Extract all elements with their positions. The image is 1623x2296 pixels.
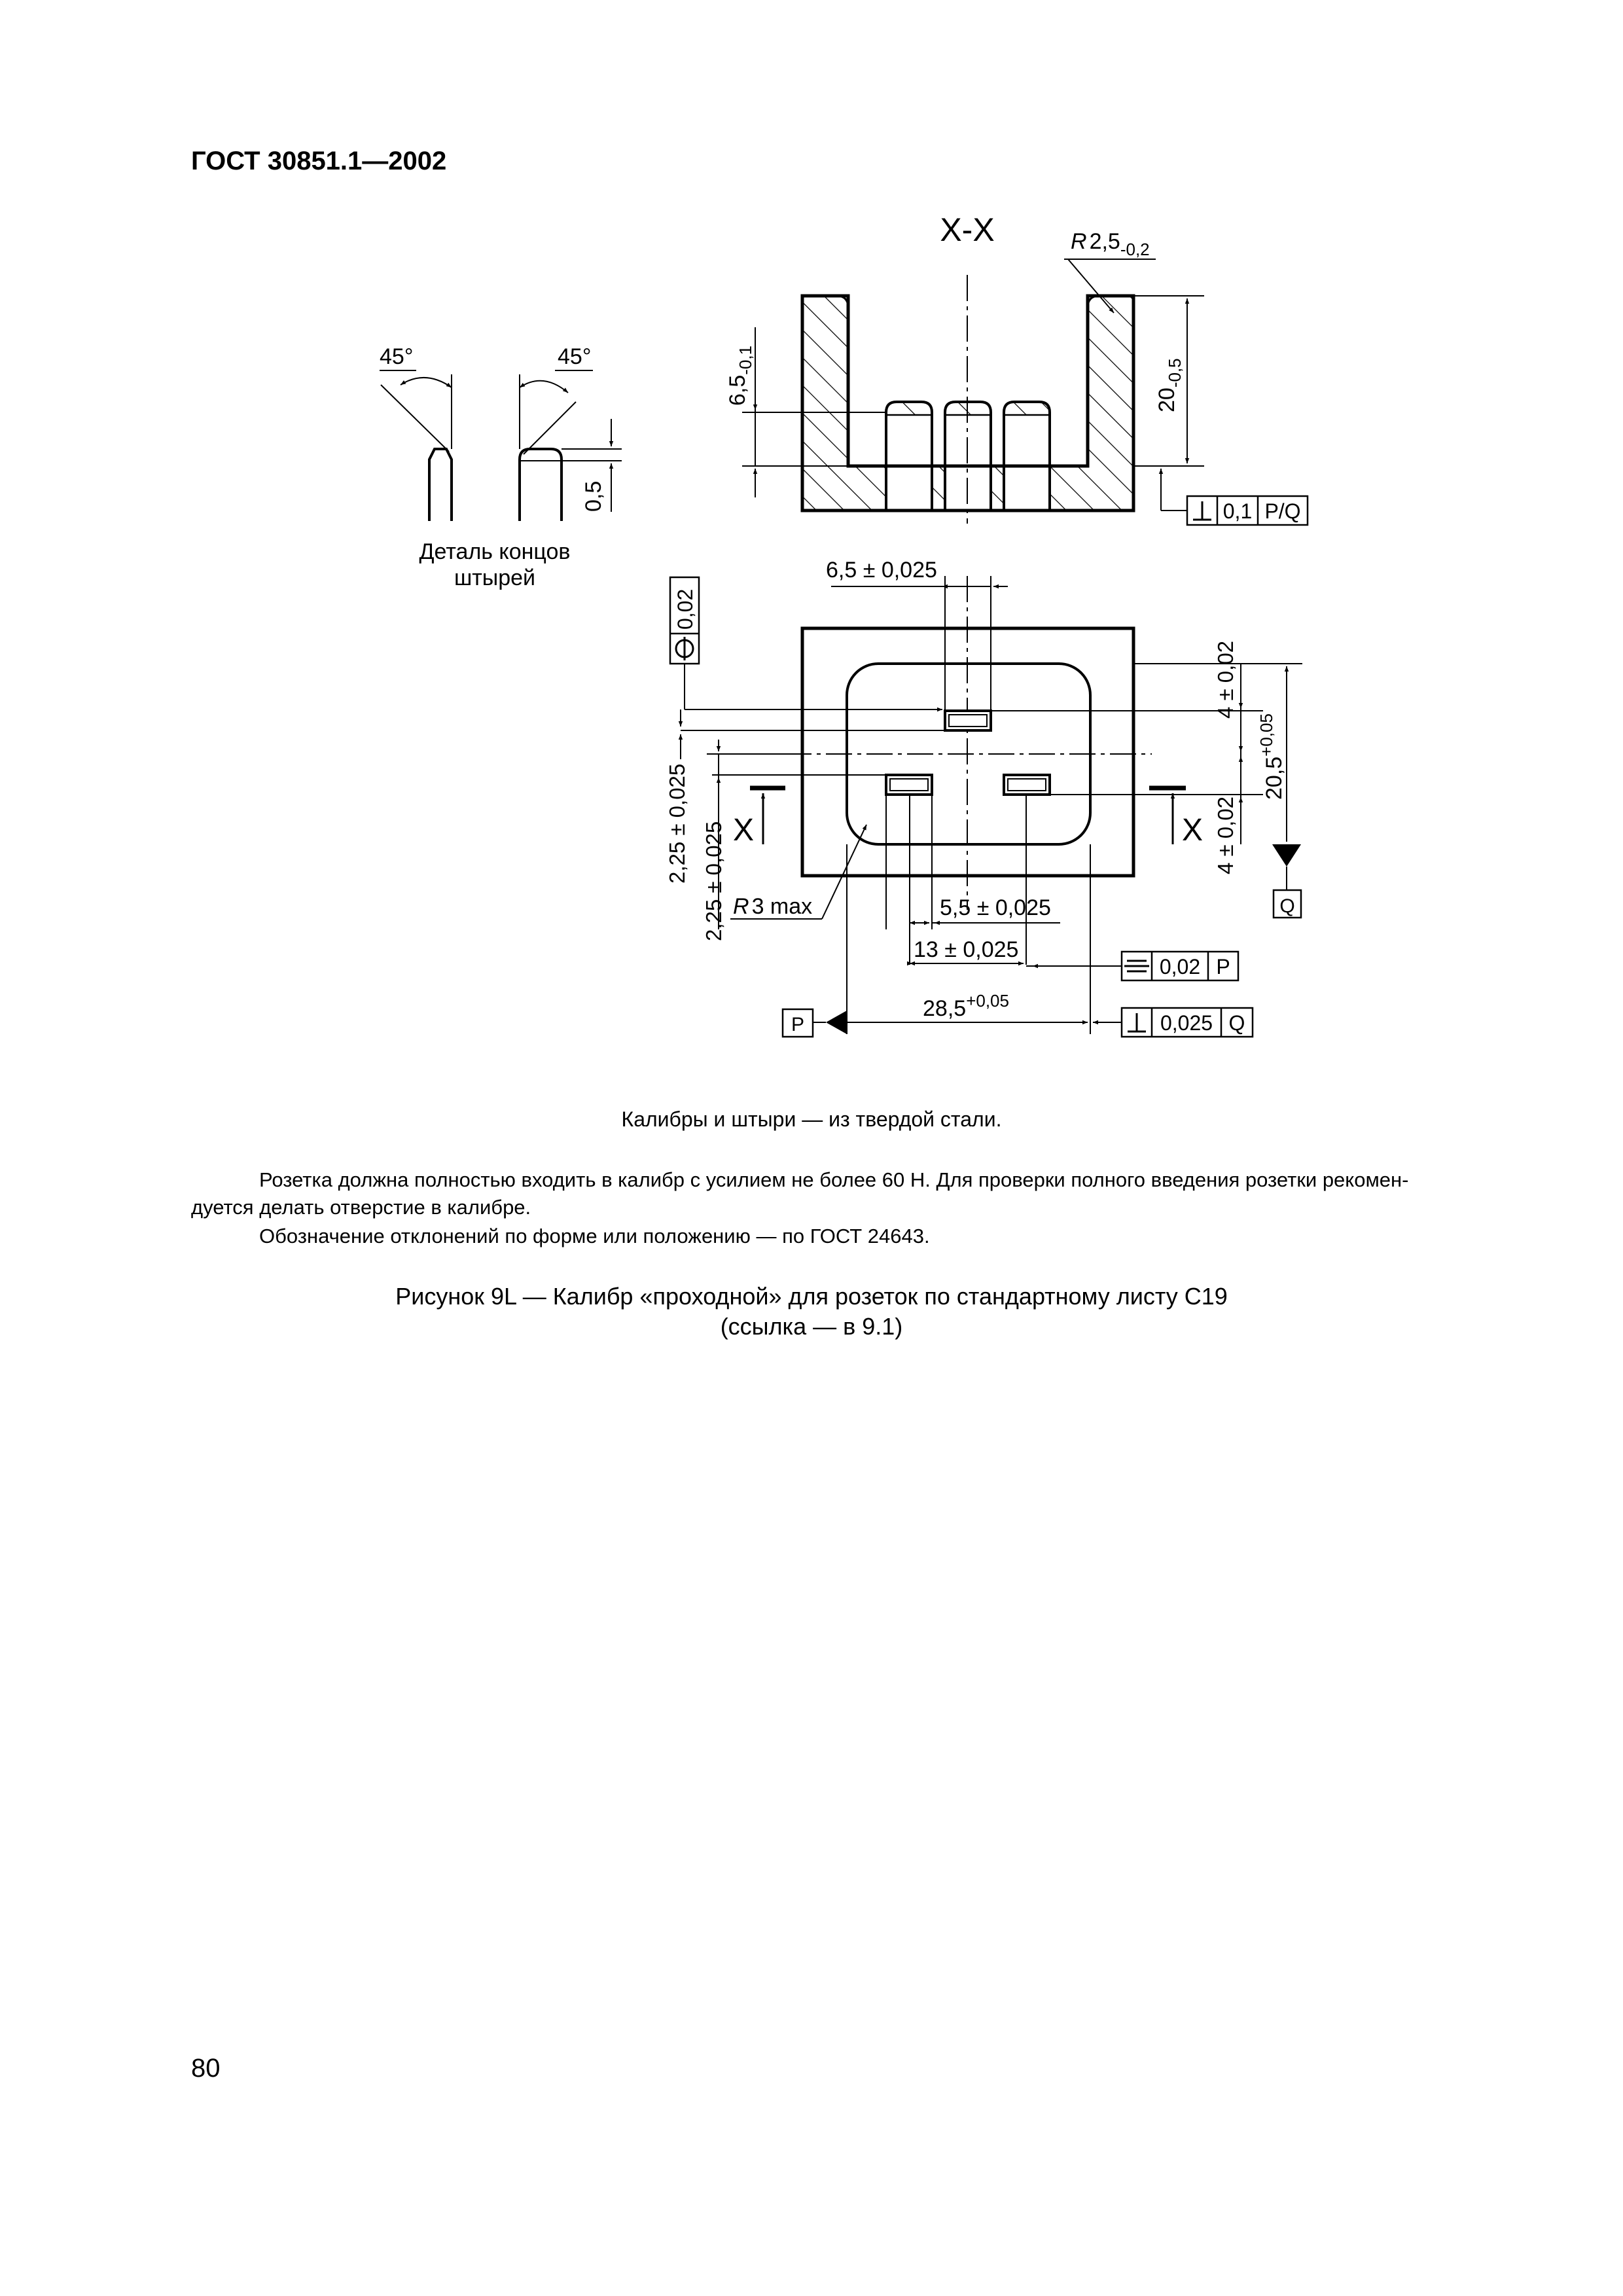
material-note: Калибры и штыри — из твердой стали. (621, 1107, 1002, 1131)
datum-q (1274, 890, 1301, 918)
svg-text:X: X (1181, 813, 1204, 848)
detail-caption-line2: штырей (454, 565, 536, 590)
figure-caption-line2: (ссылка — в 9.1) (720, 1313, 903, 1340)
svg-text:P: P (1216, 955, 1230, 978)
hole-top (945, 711, 991, 730)
svg-text:P/Q: P/Q (1264, 499, 1301, 523)
dim-20-5: $20,5^{+0,05}$ (1257, 713, 1287, 800)
section-mark-left (733, 788, 785, 848)
angle-right: 45° (558, 344, 592, 369)
dim-6-5: $6,5_{-0,1}$ (725, 345, 755, 406)
svg-text:Q: Q (1279, 895, 1295, 917)
pin-end-detail (380, 344, 622, 590)
paragraph-1-line-2: дуется делать отверстие в калибре. (191, 1196, 531, 1219)
section-mark-right (1149, 788, 1203, 848)
dim-20: $20_{-0,5}$ (1154, 358, 1185, 412)
page-number: 80 (191, 2054, 221, 2083)
svg-text:0,02: 0,02 (673, 588, 697, 630)
dim-pin-width: 6,5 ± 0,025 (826, 558, 937, 583)
dim-5-5: 5,5 ± 0,025 (940, 895, 1051, 920)
dim-28-5: $28,5^{+0,05}$ (923, 991, 1009, 1021)
svg-text:X: X (732, 813, 755, 848)
dim-2-25-b: 2,25 ± 0,025 (702, 821, 726, 941)
detail-caption-line1: Деталь концов (419, 539, 571, 564)
svg-text:0,02: 0,02 (1159, 955, 1201, 978)
dim-4-upper: 4 ± 0,02 (1213, 640, 1238, 719)
position-tolerance-frame (670, 577, 699, 664)
dim-4-lower: 4 ± 0,02 (1213, 796, 1238, 874)
hole-right (1004, 775, 1050, 795)
plan-view (665, 558, 1302, 1037)
angle-left: 45° (380, 344, 414, 369)
paragraph-1-line-1: Розетка должна полностью входить в калибр с усилием не более 60 Н. Для проверки полного введения розетки рекомен- (259, 1168, 1409, 1191)
dim-2-25-a: 2,25 ± 0,025 (665, 763, 689, 884)
svg-text:0,1: 0,1 (1222, 499, 1253, 523)
perpendicularity-frame-section (1187, 496, 1308, 525)
hole-left (886, 775, 932, 795)
symmetry-frame (1033, 952, 1238, 980)
figure-caption (0, 1282, 1623, 1342)
figure-caption-line1: Рисунок 9L — Калибр «проходной» для розеток по стандартному листу С19 (395, 1283, 1228, 1310)
technical-drawing (0, 0, 1623, 1113)
svg-text:P: P (791, 1014, 805, 1035)
document-header: ГОСТ 30851.1—2002 (191, 147, 447, 175)
dim-chamfer: 0,5 (581, 480, 606, 512)
svg-text:Q: Q (1228, 1011, 1245, 1035)
svg-text:0,025: 0,025 (1160, 1011, 1213, 1035)
dim-13: 13 ± 0,025 (914, 937, 1019, 962)
datum-p (783, 1009, 826, 1037)
corner-radius-label: R 3 max (733, 894, 813, 919)
paragraph-2: Обозначение отклонений по форме или положению — по ГОСТ 24643. (259, 1225, 930, 1247)
perpendicularity-frame-plan (1093, 1008, 1253, 1037)
section-view (725, 211, 1308, 525)
radius-label: R $2,5_{-0,2}$ (1071, 229, 1150, 259)
section-title: X-X (940, 211, 995, 248)
